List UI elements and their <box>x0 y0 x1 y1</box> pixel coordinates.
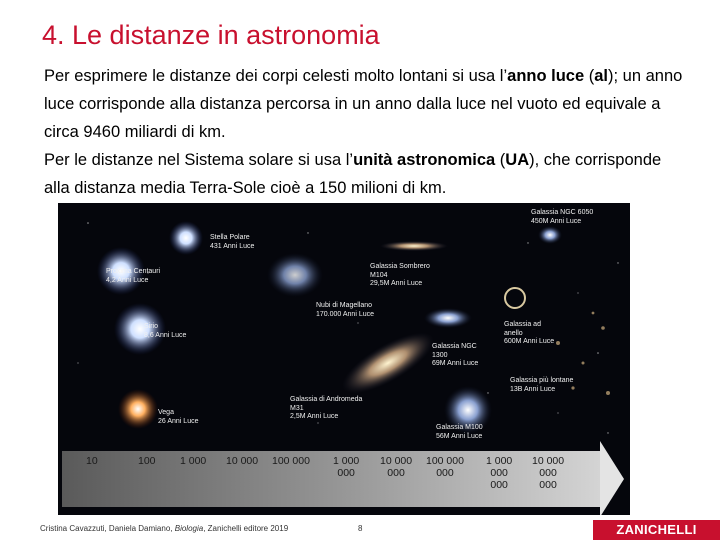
scale-tick: 1 000 <box>180 455 207 467</box>
credit-publisher: , Zanichelli editore 2019 <box>203 524 289 533</box>
label-sombrero <box>370 263 434 289</box>
object-name: Galassia NGC 6050 <box>531 209 594 216</box>
label-m100 <box>436 424 492 441</box>
ngc6050-galaxy <box>538 226 562 244</box>
text-span: ( <box>584 67 595 85</box>
scale-tick: 10 000 <box>226 455 259 467</box>
label-ngc1300 <box>432 343 482 369</box>
object-name: Sirio <box>144 323 159 330</box>
stella-polare-star <box>169 221 203 255</box>
object-distance: 69M Anni Luce <box>432 360 479 367</box>
text-span: ); un anno luce corrisponde alla distanza percorsa in un anno dalla luce nel vuoto ed equivale a circa 9460 miliardi di km. <box>44 67 683 141</box>
body-text <box>44 62 684 202</box>
sombrero-galaxy <box>380 241 448 251</box>
label-ngc6050 <box>531 209 593 226</box>
label-ring-galaxy <box>504 321 556 347</box>
text-span: ), che corrisponde alla distanza media Terra-Sole cioè a 150 milioni di km. <box>44 151 662 197</box>
paragraph-unita-astronomica <box>44 146 684 202</box>
object-name: Vega <box>158 409 174 416</box>
object-name: Nubi di Magellano <box>316 302 373 309</box>
object-name: Galassia ad anello <box>504 321 541 337</box>
label-stella-polare <box>210 234 254 251</box>
object-distance: 29,5M Anni Luce <box>370 280 423 287</box>
abbr-ua: UA <box>505 151 530 169</box>
object-name: Proxima Centauri <box>106 268 161 275</box>
object-name: Galassia NGC 1300 <box>432 343 477 359</box>
astronomy-distance-figure <box>58 203 630 515</box>
scale-tick: 1 000 000 <box>333 455 360 479</box>
text-span: ( <box>495 151 506 169</box>
scale-arrow-head <box>600 441 624 515</box>
ngc1300-galaxy <box>424 308 472 328</box>
abbr-al: al <box>594 67 609 85</box>
object-name: Galassia Sombrero M104 <box>370 263 430 279</box>
credit-book-title: Biologia <box>174 524 204 533</box>
term-anno-luce: anno luce <box>507 67 585 85</box>
object-distance: 8,6 Anni Luce <box>144 331 187 339</box>
slide-title: 4. Le distanze in astronomia <box>42 20 380 50</box>
scale-tick: 10 000 000 <box>380 455 413 479</box>
scale-tick: 1 000 000 000 <box>486 455 513 491</box>
object-distance: 13B Anni Luce <box>510 385 556 393</box>
scale-tick: 10 <box>86 455 98 467</box>
scale-tick: 100 000 <box>272 455 310 467</box>
text-span: Per esprimere le distanze dei corpi celesti molto lontani si usa l’ <box>44 67 508 85</box>
object-distance: 450M Anni Luce <box>531 217 582 225</box>
label-vega <box>158 409 198 426</box>
object-distance: 600M Anni Luce <box>504 338 555 345</box>
footer-credit <box>40 524 288 533</box>
object-distance: 26 Anni Luce <box>158 417 199 425</box>
object-distance: 2,5M Anni Luce <box>290 413 339 420</box>
label-andromeda <box>290 396 366 422</box>
vega-star <box>118 389 158 429</box>
magellanic-clouds <box>267 253 323 297</box>
label-magellano <box>316 302 374 319</box>
scale-tick: 10 000 000 000 <box>532 455 565 491</box>
scale-tick: 100 000 000 <box>426 455 464 479</box>
label-proxima-centauri <box>106 268 160 285</box>
object-name: Galassia più lontane <box>510 377 574 384</box>
object-name: Galassia M100 <box>436 424 483 431</box>
text-span: Per le distanze nel Sistema solare si usa l’ <box>44 151 354 169</box>
object-name: Stella Polare <box>210 234 250 241</box>
object-distance: 56M Anni Luce <box>436 432 483 440</box>
object-distance: 431 Anni Luce <box>210 242 255 250</box>
object-distance: 170.000 Anni Luce <box>316 310 374 318</box>
object-name: Galassia di Andromeda M31 <box>290 396 363 412</box>
label-distant-galaxies <box>510 377 573 394</box>
object-distance: 4,2 Anni Luce <box>106 276 149 284</box>
credit-authors: Cristina Cavazzuti, Daniela Damiano, <box>40 524 175 533</box>
andromeda-galaxy <box>334 321 442 404</box>
term-unita-astronomica: unità astronomica <box>353 151 496 169</box>
ring-galaxy <box>505 288 525 308</box>
page-number: 8 <box>358 524 363 533</box>
paragraph-anno-luce <box>44 62 684 146</box>
scale-tick: 100 <box>138 455 156 467</box>
zanichelli-logo: ZANICHELLI <box>593 520 720 540</box>
label-sirio <box>144 323 186 340</box>
